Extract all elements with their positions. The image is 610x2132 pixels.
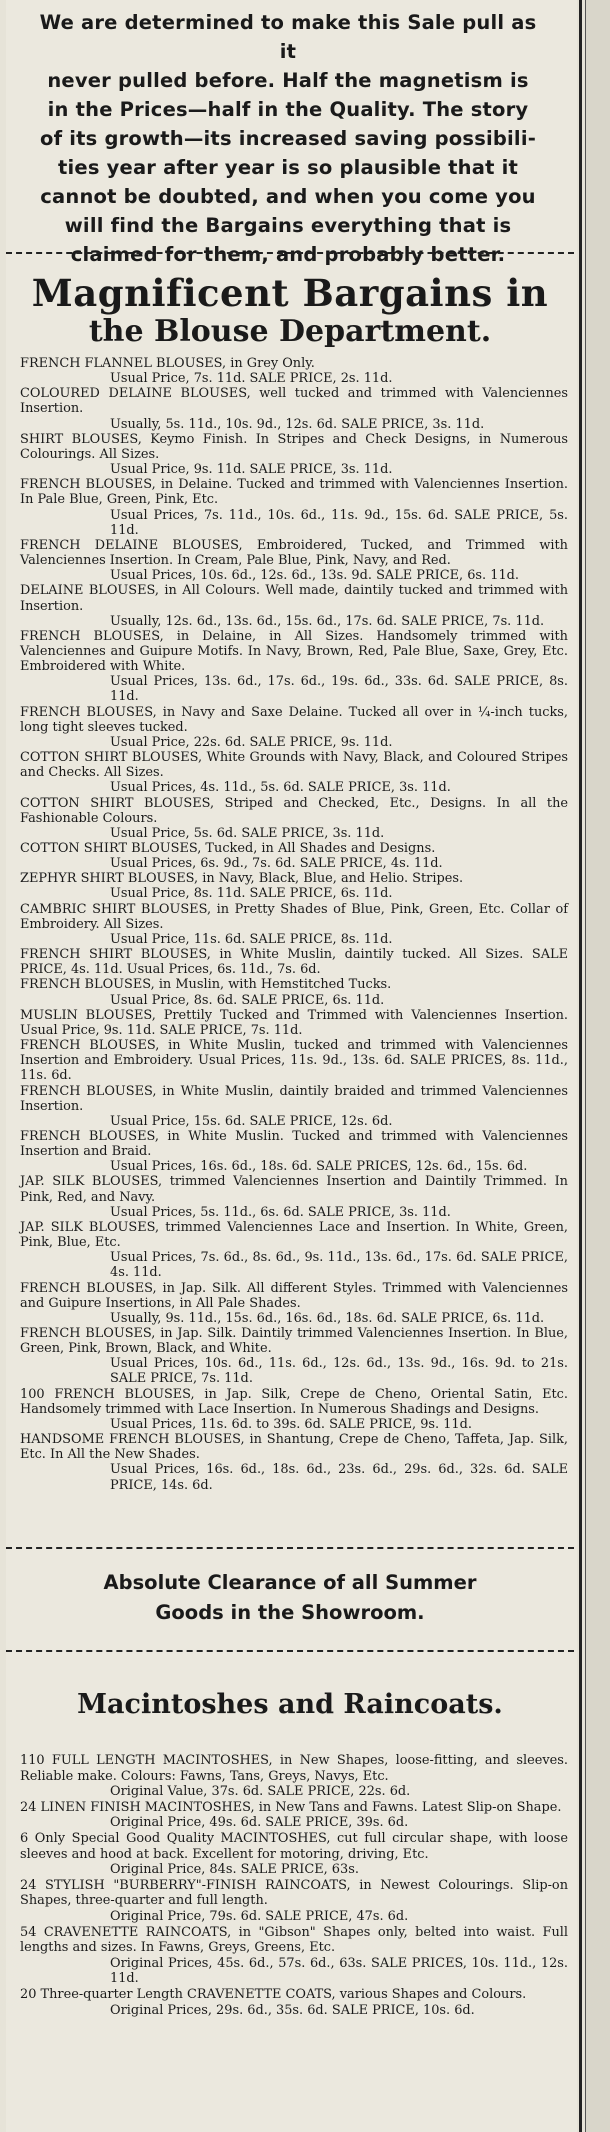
blouse-item-description: COTTON SHIRT BLOUSES, Striped and Checked, Etc., Designs. In all the Fashionable Colours.: [20, 795, 568, 826]
section-divider: [6, 252, 574, 254]
blouse-item-price: Usual Prices, 5s. 11d., 6s. 6d. SALE PRICE, 3s. 11d.: [110, 1204, 451, 1220]
clearance-line: Absolute Clearance of all Summer: [103, 1571, 477, 1594]
macintosh-item-list: [20, 1753, 568, 2018]
intro-paragraph: [28, 8, 548, 269]
blouse-item: [20, 1281, 568, 1326]
page-gutter: [586, 0, 610, 2132]
macintosh-item: [20, 1925, 568, 1987]
blouse-item-price: Usual Price, 8s. 11d. SALE PRICE, 6s. 11d.: [110, 886, 393, 902]
blouse-item-description: MUSLIN BLOUSES, Prettily Tucked and Trimmed with Valenciennes Insertion. Usual Price, 9s. 11d. SALE PRICE, 7s. 11d.: [20, 1007, 568, 1038]
macintosh-item-price: Original Price, 49s. 6d. SALE PRICE, 39s. 6d.: [110, 1815, 409, 1831]
blouse-item-price: Usually, 12s. 6d., 13s. 6d., 15s. 6d., 17s. 6d. SALE PRICE, 7s. 11d.: [110, 613, 545, 629]
blouse-item-price: Usual Price, 7s. 11d. SALE PRICE, 2s. 11d.: [110, 371, 393, 387]
blouse-item: [20, 977, 568, 1007]
macintosh-item-description: 20 Three-quarter Length CRAVENETTE COATS, various Shapes and Colours.: [20, 1986, 527, 2002]
blouse-item: [20, 356, 568, 386]
section-divider: [6, 1650, 574, 1652]
macintosh-item-price: Original Price, 79s. 6d. SALE PRICE, 47s. 6d.: [110, 1908, 409, 1924]
blouse-item: [20, 1008, 568, 1038]
blouse-item: [20, 841, 568, 871]
intro-line: cannot be doubted, and when you come you: [40, 185, 536, 208]
blouse-headline: Magnificent Bargains in: [31, 271, 549, 315]
blouse-item: [20, 538, 568, 583]
blouse-item-price: Usual Prices, 7s. 6d., 8s. 6d., 9s. 11d., 13s. 6d., 17s. 6d. SALE PRICE, 4s. 11d.: [110, 1250, 568, 1281]
blouse-item-description: JAP. SILK BLOUSES, trimmed Valenciennes Insertion and Daintily Trimmed. In Pink, Red, and Navy.: [20, 1174, 568, 1205]
clearance-line: Goods in the Showroom.: [155, 1601, 425, 1624]
blouse-item-price: Usual Price, 8s. 6d. SALE PRICE, 6s. 11d.: [110, 992, 385, 1008]
blouse-item-description: FRENCH FLANNEL BLOUSES, in Grey Only.: [20, 356, 315, 371]
blouse-item: [20, 583, 568, 628]
section-divider: [6, 1547, 574, 1549]
blouse-subheadline: the Blouse Department.: [88, 314, 492, 349]
blouse-item-description: FRENCH BLOUSES, in Jap. Silk. All different Styles. Trimmed with Valenciennes and Guipure Insertions, in All Pale Shades.: [20, 1280, 568, 1311]
blouse-item-description: FRENCH DELAINE BLOUSES, Embroidered, Tucked, and Trimmed with Valenciennes Insertion. In Cream, Pale Blue, Pink, Navy, and Red.: [20, 537, 568, 569]
blouse-item-description: FRENCH BLOUSES, in Delaine, in All Sizes. Handsomely trimmed with Valenciennes and Guipure Motifs. In Navy, Brown, Red, Pale Blue, Saxe, Grey, Etc. Embroidered with White.: [20, 628, 568, 675]
macintosh-item-description: 24 STYLISH "BURBERRY"-FINISH RAINCOATS, in Newest Colourings. Slip-on Shapes, three-quarter and full length.: [20, 1877, 568, 1909]
blouse-item-description: FRENCH BLOUSES, in Jap. Silk. Daintily trimmed Valenciennes Insertion. In Blue, Green, Pink, Brown, Black, and White.: [20, 1326, 568, 1357]
macintosh-item: [20, 1753, 568, 1800]
blouse-item: [20, 871, 568, 901]
blouse-item-description: FRENCH SHIRT BLOUSES, in White Muslin, daintily tucked. All Sizes. SALE PRICE, 4s. 11d. Usual Prices, 6s. 11d., 7s. 6d.: [20, 947, 568, 978]
blouse-item-price: Usual Price, 9s. 11d. SALE PRICE, 3s. 11d.: [110, 462, 393, 478]
macintosh-item: [20, 1987, 568, 2018]
macintosh-item-description: 6 Only Special Good Quality MACINTOSHES, cut full circular shape, with loose sleeves and hood at back. Excellent for motoring, driving, Etc.: [20, 1830, 568, 1862]
blouse-item-price: Usual Prices, 6s. 9d., 7s. 6d. SALE PRICE, 4s. 11d.: [110, 856, 443, 872]
macintosh-item-price: Original Prices, 45s. 6d., 57s. 6d., 63s. SALE PRICES, 10s. 11d., 12s. 11d.: [110, 1955, 568, 1987]
blouse-item-description: CAMBRIC SHIRT BLOUSES, in Pretty Shades of Blue, Pink, Green, Etc. Collar of Embroidery. All Sizes.: [20, 901, 568, 932]
blouse-item: [20, 1220, 568, 1281]
blouse-item-description: SHIRT BLOUSES, Keymo Finish. In Stripes and Check Designs, in Numerous Colourings. All Sizes.: [20, 431, 568, 462]
blouse-item: [20, 947, 568, 977]
blouse-item: [20, 386, 568, 431]
intro-line: ties year after year is so plausible that it: [57, 156, 518, 179]
blouse-item-price: Usually, 5s. 11d., 10s. 9d., 12s. 6d. SALE PRICE, 3s. 11d.: [110, 416, 485, 432]
blouse-item: [20, 750, 568, 795]
blouse-item-price: Usual Prices, 7s. 11d., 10s. 6d., 11s. 9d., 15s. 6d. SALE PRICE, 5s. 11d.: [110, 507, 568, 538]
blouse-item-price: Usually, 9s. 11d., 15s. 6d., 16s. 6d., 18s. 6d. SALE PRICE, 6s. 11d.: [110, 1310, 545, 1326]
intro-line: never pulled before. Half the magnetism is: [47, 69, 529, 92]
blouse-item-price: Usual Price, 15s. 6d. SALE PRICE, 12s. 6d.: [110, 1113, 393, 1129]
blouse-item: [20, 796, 568, 841]
blouse-item: [20, 902, 568, 947]
blouse-item-description: HANDSOME FRENCH BLOUSES, in Shantung, Crepe de Cheno, Taffeta, Jap. Silk, Etc. In All the New Shades.: [20, 1432, 568, 1463]
macintosh-item-price: Original Price, 84s. SALE PRICE, 63s.: [110, 1862, 359, 1878]
blouse-item-description: FRENCH BLOUSES, in White Muslin, tucked and trimmed with Valenciennes Insertion and Embroidery. Usual Prices, 11s. 9d., 13s. 6d. SALE PRICES, 8s. 11d., 11s. 6d.: [20, 1038, 568, 1084]
blouse-item-price: Usual Prices, 11s. 6d. to 39s. 6d. SALE PRICE, 9s. 11d.: [110, 1416, 472, 1432]
macintosh-item: [20, 1800, 568, 1831]
blouse-item-description: FRENCH BLOUSES, in Navy and Saxe Delaine. Tucked all over in ¼-inch tucks, long tight sleeves tucked.: [20, 704, 568, 735]
blouse-item: [20, 1174, 568, 1219]
blouse-item-description: JAP. SILK BLOUSES, trimmed Valenciennes Lace and Insertion. In White, Green, Pink, Blue, Etc.: [20, 1219, 568, 1251]
blouse-item-description: DELAINE BLOUSES, in All Colours. Well made, daintily tucked and trimmed with Insertion.: [20, 583, 568, 614]
blouse-item: [20, 1129, 568, 1174]
blouse-item-price: Usual Prices, 10s. 6d., 11s. 6d., 12s. 6d., 13s. 9d., 16s. 9d. to 21s. SALE PRICE, 7s. 11d.: [110, 1356, 568, 1387]
intro-line: in the Prices—half in the Quality. The story: [47, 98, 529, 121]
clearance-heading: [10, 1568, 570, 1628]
blouse-item: [20, 1432, 568, 1493]
blouse-item-description: ZEPHYR SHIRT BLOUSES, in Navy, Black, Blue, and Helio. Stripes.: [20, 871, 464, 887]
blouse-item: [20, 705, 568, 750]
blouse-item-description: FRENCH BLOUSES, in Delaine. Tucked and trimmed with Valenciennes Insertion. In Pale Blue, Green, Pink, Etc.: [20, 477, 568, 508]
blouse-item-list: [20, 356, 568, 1493]
intro-line: of its growth—its increased saving possibili-: [39, 127, 536, 150]
blouse-item-description: FRENCH BLOUSES, in White Muslin, daintily braided and trimmed Valenciennes Insertion.: [20, 1083, 568, 1114]
column-rule: [579, 0, 582, 2132]
blouse-item: [20, 432, 568, 477]
blouse-item-price: Usual Prices, 4s. 11d., 5s. 6d. SALE PRICE, 3s. 11d.: [110, 780, 451, 796]
blouse-item-price: Usual Price, 22s. 6d. SALE PRICE, 9s. 11d.: [110, 734, 393, 750]
blouse-item: [20, 1084, 568, 1129]
macintosh-item-price: Original Value, 37s. 6d. SALE PRICE, 22s. 6d.: [110, 1784, 411, 1800]
macintosh-item: [20, 1878, 568, 1925]
blouse-item-description: FRENCH BLOUSES, in Muslin, with Hemstitched Tucks.: [20, 977, 392, 993]
blouse-item-description: 100 FRENCH BLOUSES, in Jap. Silk, Crepe de Cheno, Oriental Satin, Etc. Handsomely trimmed with Lace Insertion. In Numerous Shadings and Designs.: [20, 1386, 568, 1417]
blouse-item-description: FRENCH BLOUSES, in White Muslin. Tucked and trimmed with Valenciennes Insertion and Braid.: [20, 1128, 568, 1160]
intro-line: claimed for them, and probably better.: [70, 243, 506, 266]
blouse-item-price: Usual Prices, 13s. 6d., 17s. 6d., 19s. 6d., 33s. 6d. SALE PRICE, 8s. 11d.: [110, 674, 568, 705]
blouse-item-price: Usual Prices, 16s. 6d., 18s. 6d., 23s. 6d., 29s. 6d., 32s. 6d. SALE PRICE, 14s. 6d.: [110, 1462, 568, 1493]
blouse-item: [20, 1326, 568, 1387]
blouse-item-price: Usual Prices, 10s. 6d., 12s. 6d., 13s. 9d. SALE PRICE, 6s. 11d.: [110, 568, 519, 584]
blouse-item: [20, 1038, 568, 1083]
macintosh-heading: Macintoshes and Raincoats.: [77, 1689, 503, 1720]
blouse-item-description: COTTON SHIRT BLOUSES, White Grounds with Navy, Black, and Coloured Stripes and Checks. All Sizes.: [20, 750, 568, 781]
blouse-item-description: COTTON SHIRT BLOUSES, Tucked, in All Shades and Designs.: [20, 841, 436, 856]
macintosh-item-price: Original Prices, 29s. 6d., 35s. 6d. SALE PRICE, 10s. 6d.: [110, 2002, 475, 2018]
macintosh-item-description: 54 CRAVENETTE RAINCOATS, in "Gibson" Shapes only, belted into waist. Full lengths and sizes. In Fawns, Greys, Greens, Etc.: [20, 1924, 568, 1956]
macintosh-item: [20, 1831, 568, 1878]
blouse-item-price: Usual Prices, 16s. 6d., 18s. 6d. SALE PRICES, 12s. 6d., 15s. 6d.: [110, 1159, 528, 1175]
intro-line: will find the Bargains everything that is: [64, 214, 512, 237]
macintosh-item-description: 24 LINEN FINISH MACINTOSHES, in New Tans and Fawns. Latest Slip-on Shape.: [20, 1799, 562, 1815]
blouse-item-price: Usual Price, 11s. 6d. SALE PRICE, 8s. 11d.: [110, 931, 393, 947]
macintosh-item-description: 110 FULL LENGTH MACINTOSHES, in New Shapes, loose-fitting, and sleeves. Reliable make. Colours: Fawns, Tans, Greys, Navys, Etc.: [20, 1753, 568, 1784]
blouse-item-description: COLOURED DELAINE BLOUSES, well tucked and trimmed with Valenciennes Insertion.: [20, 386, 568, 417]
intro-line: We are determined to make this Sale pull as it: [39, 11, 537, 63]
blouse-item: [20, 1387, 568, 1432]
blouse-item: [20, 477, 568, 538]
blouse-item: [20, 629, 568, 705]
blouse-item-price: Usual Price, 5s. 6d. SALE PRICE, 3s. 11d.: [110, 825, 385, 841]
